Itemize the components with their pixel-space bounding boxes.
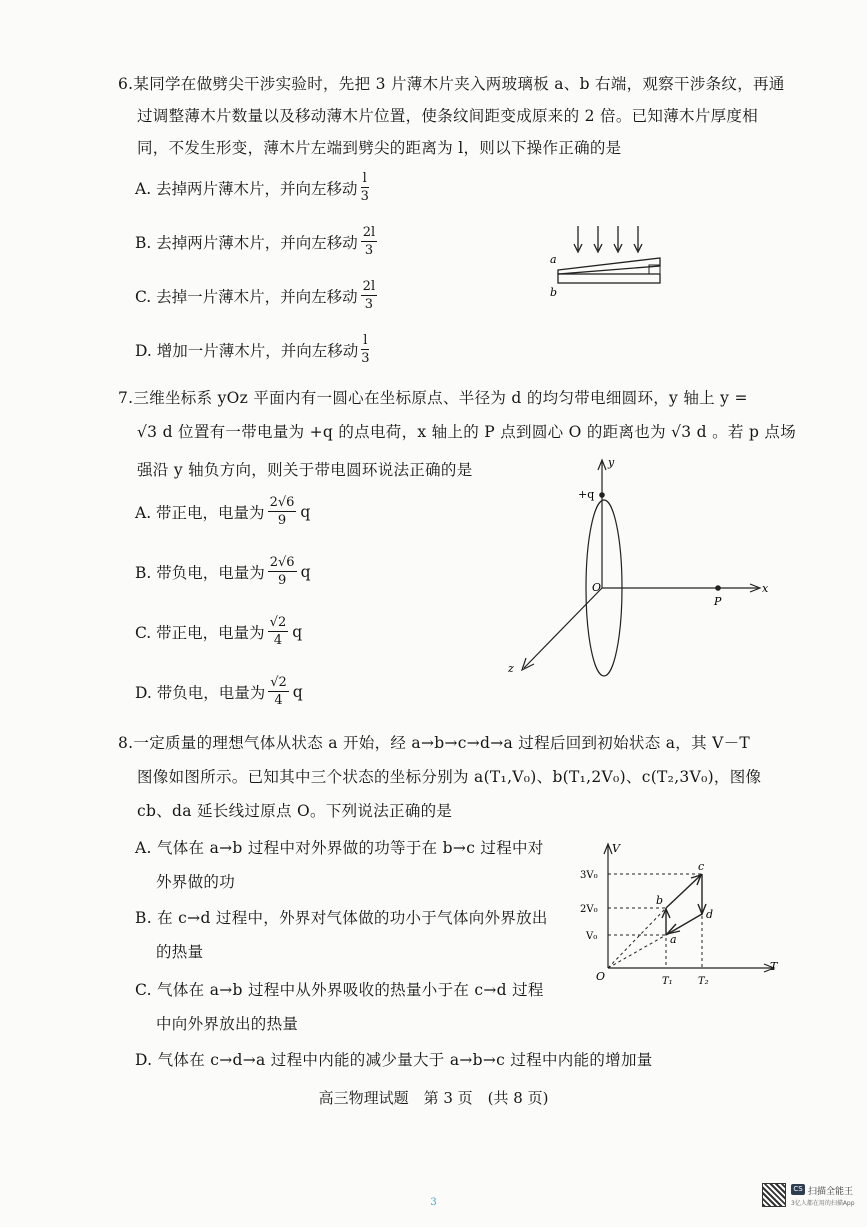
state-a-label: a: [670, 933, 677, 946]
q8-option-b-cont: 的热量: [156, 943, 204, 961]
q6-option-d: D. 增加一片薄木片，并向左移动 $\frac{l}{3}$: [135, 333, 370, 366]
q7-option-c: C. 带正电，电量为 $\frac{√2}{4}$ q: [135, 615, 303, 648]
t1-label: T₁: [662, 976, 673, 987]
fraction: $\frac{l}{3}$: [361, 333, 370, 366]
fraction: $\frac{√2}{4}$: [269, 615, 287, 648]
page-number: 3: [430, 1197, 437, 1208]
origin-label: O: [596, 970, 606, 983]
q6-option-a: A. 去掉两片薄木片，并向左移动 $\frac{l}{3}$: [135, 171, 369, 204]
q8-option-c: C. 气体在 a→b 过程中从外界吸收的热量小于在 c→d 过程: [135, 981, 544, 999]
charged-ring-figure: [500, 448, 780, 680]
wedge-interference-figure: [540, 222, 680, 304]
state-c-label: c: [698, 860, 705, 873]
plate-a-label: a: [550, 253, 557, 266]
q7-line-1: 7.三维坐标系 yOz 平面内有一圆心在坐标原点、半径为 d 的均匀带电细圆环，y 轴上 y =: [118, 389, 748, 407]
q7-line-3: 强沿 y 轴负方向，则关于带电圆环说法正确的是: [137, 461, 473, 479]
z-axis-label: z: [508, 662, 514, 675]
q8-line-2: 图像如图所示。已知其中三个状态的坐标分别为 a(T₁,V₀)、b(T₁,2V₀)、c(T₂,3V₀)，图像: [137, 768, 762, 786]
x-axis-label: x: [762, 582, 769, 595]
scanner-badge: CS: [791, 1184, 805, 1195]
fraction: $\frac{2l}{3}$: [362, 225, 376, 258]
q7-line-2: √3 d 位置有一带电量为 +q 的点电荷，x 轴上的 P 点到圆心 O 的距离也为 √3 d 。若 p 点场: [137, 423, 797, 441]
q8-line-1: 8.一定质量的理想气体从状态 a 开始，经 a→b→c→d→a 过程后回到初始状态 a，其 V－T: [118, 734, 751, 752]
vt-graph-figure: [572, 838, 782, 990]
t-axis-label: T: [770, 960, 778, 973]
v1-label: V₀: [586, 931, 598, 942]
fraction: $\frac{l}{3}$: [360, 171, 369, 204]
plate-b-label: b: [550, 286, 558, 299]
q8-option-a-cont: 外界做的功: [156, 873, 236, 891]
state-d-label: d: [706, 908, 714, 921]
y-axis-label: y: [608, 456, 615, 469]
q7-option-d: D. 带负电，电量为 $\frac{√2}{4}$ q: [135, 675, 303, 708]
fraction: $\frac{2√6}{9}$: [269, 555, 295, 588]
scanner-subtitle: 3亿人都在用的扫描App: [791, 1200, 855, 1207]
q8-option-a: A. 气体在 a→b 过程中对外界做的功等于在 b→c 过程中对: [135, 839, 544, 857]
v-axis-label: V: [612, 842, 620, 855]
q6-option-b: B. 去掉两片薄木片，并向左移动 $\frac{2l}{3}$: [135, 225, 376, 258]
charge-label: +q: [578, 488, 595, 501]
q8-line-3: cb、da 延长线过原点 O。下列说法正确的是: [137, 802, 453, 820]
page-footer: 高三物理试题 第 3 页 (共 8 页): [318, 1089, 549, 1107]
q6-line-3: 同，不发生形变，薄木片左端到劈尖的距离为 l，则以下操作正确的是: [137, 139, 622, 157]
q6-line-1: 6.某同学在做劈尖干涉实验时，先把 3 片薄木片夹入两玻璃板 a、b 右端，观察干涉条纹，再通: [118, 75, 785, 93]
point-p-label: P: [714, 595, 722, 608]
fraction: $\frac{√2}{4}$: [270, 675, 287, 708]
state-b-label: b: [656, 894, 664, 907]
t2-label: T₂: [698, 976, 709, 987]
q6-option-c: C. 去掉一片薄木片，并向左移动 $\frac{2l}{3}$: [135, 279, 376, 312]
q8-option-d: D. 气体在 c→d→a 过程中内能的减少量大于 a→b→c 过程中内能的增加量: [135, 1051, 653, 1069]
fraction: $\frac{2√6}{9}$: [269, 495, 295, 528]
q8-option-b: B. 在 c→d 过程中，外界对气体做的功小于气体向外界放出: [135, 909, 548, 927]
v2-label: 2V₀: [580, 904, 598, 915]
v3-label: 3V₀: [580, 870, 598, 881]
q8-option-c-cont: 中向外界放出的热量: [156, 1015, 299, 1033]
origin-label: O: [592, 581, 602, 594]
q6-line-2: 过调整薄木片数量以及移动薄木片位置，使条纹间距变成原来的 2 倍。已知薄木片厚度相: [137, 107, 759, 125]
q7-option-a: A. 带正电，电量为 $\frac{2√6}{9}$ q: [135, 495, 311, 528]
scanner-watermark: 扫描全能王: [808, 1187, 854, 1197]
fraction: $\frac{2l}{3}$: [362, 279, 376, 312]
q7-option-b: B. 带负电，电量为 $\frac{2√6}{9}$ q: [135, 555, 311, 588]
qr-code-icon: [762, 1183, 786, 1207]
